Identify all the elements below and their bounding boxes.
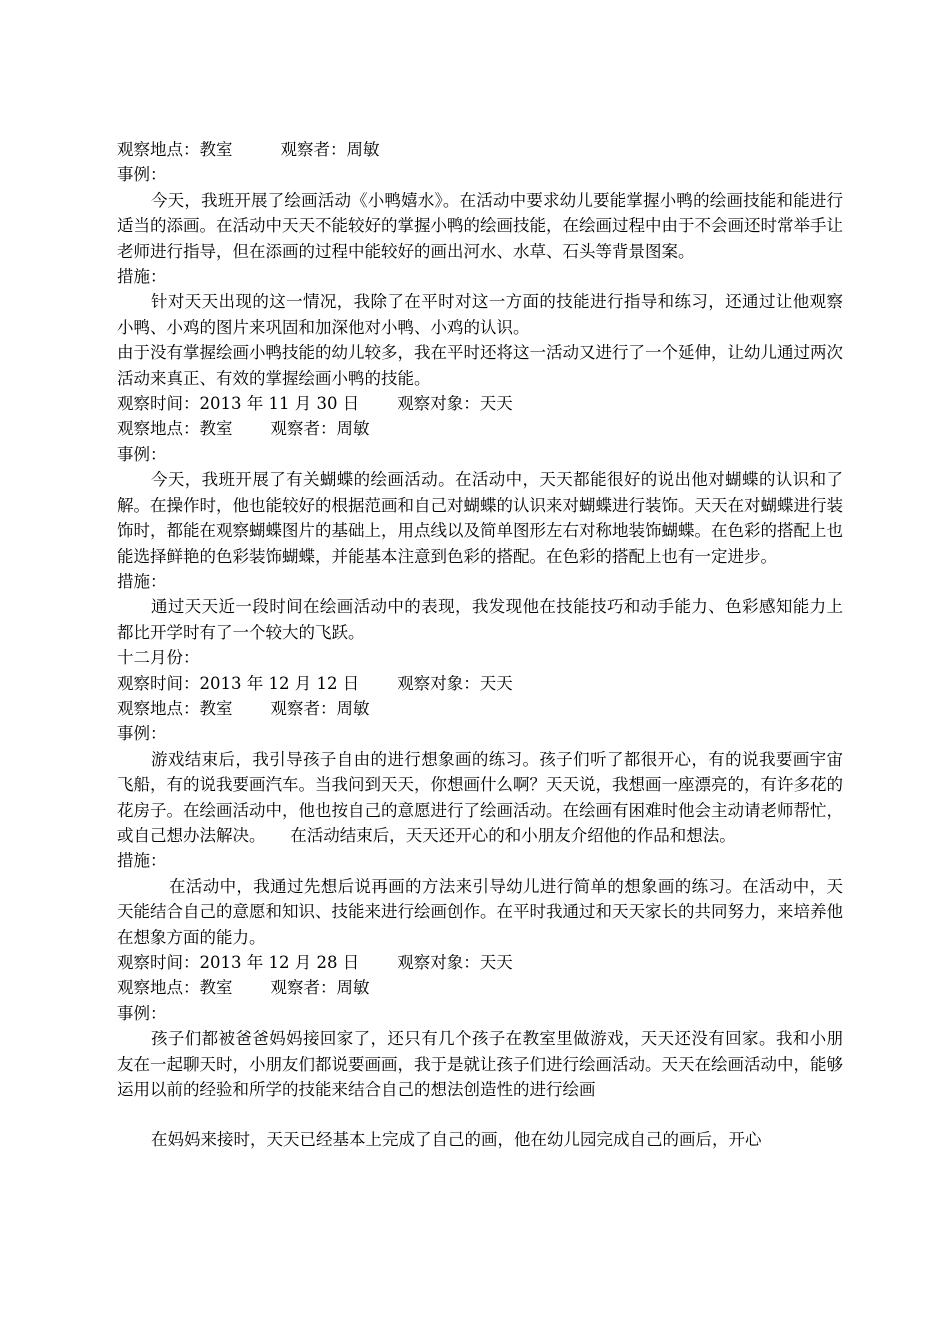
obs2-observer: 观察者：周敏 (270, 419, 370, 439)
obs4-place-observer-line (117, 975, 843, 1000)
obs2-measure-text: 通过天天近一段时间在绘画活动中的表现，我发现他在技能技巧和动手能力、色彩感知能力上都比开学时有了一个较大的飞跃。 (117, 597, 843, 642)
obs2-example-text: 今天，我班开展了有关蝴蝶的绘画活动。在活动中，天天都能很好的说出他对蝴蝶的认识和了解。在操作时，他也能较好的根据范画和自己对蝴蝶的认识来对蝴蝶进行装饰。天天在对蝴蝶进行装饰时，都能在观察蝴蝶图片的基础上，用点线以及简单图形左右对称地装饰蝴蝶。在色彩的搭配上也能选择鲜艳的色彩装饰蝴蝶，并能基本注意到色彩的搭配。在色彩的搭配上也有一定进步。 (117, 470, 843, 566)
obs4-continue-text: 在妈妈来接时，天天已经基本上完成了自己的画，他在幼儿园完成自己的画后，开心 (151, 1130, 762, 1150)
document-page (117, 137, 843, 1153)
obs2-place: 观察地点：教室 (117, 419, 233, 439)
obs1-observer: 观察者：周敏 (280, 140, 380, 159)
obs3-example-text: 游戏结束后，我引导孩子自由的进行想象画的练习。孩子们听了都很开心，有的说我要画宇宙飞船，有的说我要画汽车。当我问到天天，你想画什么啊？天天说，我想画一座漂亮的，有许多花的花房子。在绘画活动中，他也按自己的意愿进行了绘画活动。在绘画有困难时他会主动请老师帮忙，或自己想办法解决。 在活动结束后，天天还开心的和小朋友介绍他的作品和想法。 (117, 749, 843, 845)
obs3-observer: 观察者：周敏 (270, 698, 370, 718)
obs2-time: 观察时间：2013 年 11 月 30 日 (117, 394, 360, 414)
obs3-time-target-line (117, 671, 843, 696)
obs4-place: 观察地点：教室 (117, 978, 233, 998)
obs3-measure-text: 在活动中，我通过先想后说再画的方法来引导幼儿进行简单的想象画的练习。在活动中，天天能结合自己的意愿和知识、技能来进行绘画创作。在平时我通过和天天家长的共同努力，来培养他在想象方面的能力。 (117, 876, 843, 947)
obs3-place: 观察地点：教室 (117, 698, 233, 718)
obs4-observer: 观察者：周敏 (270, 978, 370, 998)
blank-line (117, 1102, 843, 1127)
obs2-place-observer-line (117, 416, 843, 441)
obs2-measure-label: 措施： (117, 571, 167, 591)
obs3-example-label: 事例： (117, 724, 167, 744)
obs1-place-observer-line (117, 137, 843, 162)
obs1-measure-label: 措施： (117, 267, 167, 287)
obs3-time: 观察时间：2013 年 12 月 12 日 (117, 673, 360, 693)
obs4-example-text: 孩子们都被爸爸妈妈接回家了，还只有几个孩子在教室里做游戏，天天还没有回家。我和小朋友在一起聊天时，小朋友们都说要画画，我于是就让孩子们进行绘画活动。天天在绘画活动中，能够运用以前的经验和所学的技能来结合自己的想法创造性的进行绘画 (117, 1029, 843, 1100)
obs4-example-label: 事例： (117, 1003, 167, 1023)
obs3-place-observer-line (117, 696, 843, 721)
obs3-measure-label: 措施： (117, 851, 167, 871)
obs2-example-label: 事例： (117, 444, 167, 464)
obs1-example-label: 事例： (117, 165, 167, 185)
obs4-time: 观察时间：2013 年 12 月 28 日 (117, 953, 360, 972)
obs1-place: 观察地点：教室 (117, 140, 233, 159)
obs2-target: 观察对象：天天 (397, 394, 513, 414)
obs1-example-text: 今天，我班开展了绘画活动《小鸭嬉水》。在活动中要求幼儿要能掌握小鸭的绘画技能和能进行适当的添画。在活动中天天不能较好的掌握小鸭的绘画技能，在绘画过程中由于不会画还时常举手让老师进行指导，但在添画的过程中能较好的画出河水、水草、石头等背景图案。 (117, 190, 843, 261)
obs1-measure-text-2: 由于没有掌握绘画小鸭技能的幼儿较多，我在平时还将这一活动又进行了一个延伸，让幼儿通过两次活动来真正、有效的掌握绘画小鸭的技能。 (117, 343, 843, 388)
obs4-target: 观察对象：天天 (397, 953, 513, 972)
obs3-target: 观察对象：天天 (397, 673, 513, 693)
obs1-measure-text: 针对天天出现的这一情况，我除了在平时对这一方面的技能进行指导和练习，还通过让他观察小鸭、小鸡的图片来巩固和加深他对小鸭、小鸡的认识。 (117, 292, 843, 337)
month-heading: 十二月份： (117, 648, 200, 668)
obs4-time-target-line (117, 950, 843, 975)
obs2-time-target-line (117, 391, 843, 416)
